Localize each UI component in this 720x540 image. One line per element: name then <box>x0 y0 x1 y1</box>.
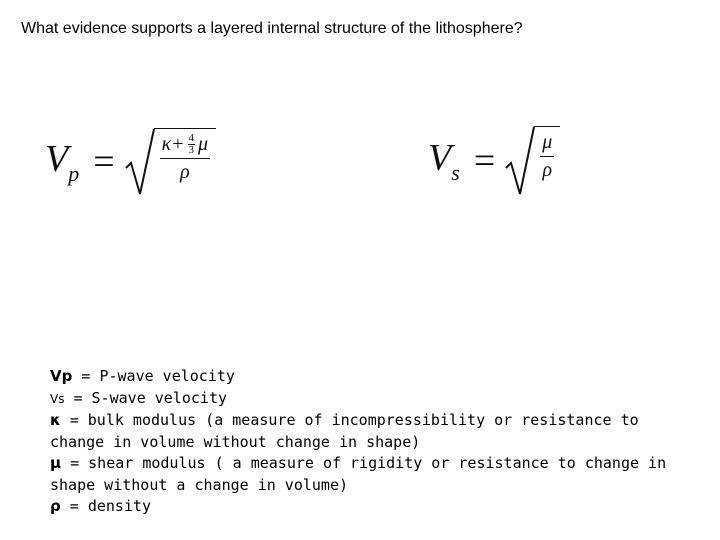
definition-symbol: κ <box>50 411 61 429</box>
vs-numerator: μ <box>540 129 554 157</box>
definitions-list <box>50 366 690 518</box>
vs-denominator: ρ <box>542 159 553 181</box>
fraction-numerator: 4 <box>188 132 195 144</box>
definition-vs <box>50 388 690 411</box>
vp-radicand <box>154 128 216 196</box>
definition-text: = S-wave velocity <box>64 388 228 407</box>
vp-denominator: ρ <box>180 161 190 183</box>
p-wave-velocity-formula <box>45 128 216 196</box>
mu-symbol: μ <box>198 133 209 155</box>
definition-mu <box>50 453 690 496</box>
square-root <box>505 126 560 196</box>
radical-icon <box>505 126 535 196</box>
plus-sign: + <box>172 133 184 155</box>
s-wave-velocity-formula <box>428 126 560 196</box>
radical-icon <box>125 128 155 196</box>
definition-text: = density <box>60 497 152 515</box>
vs-radicand <box>534 126 560 196</box>
definition-kappa <box>50 410 690 453</box>
equals-sign: = <box>473 140 496 182</box>
definition-symbol: ρ <box>50 497 61 515</box>
definition-symbol: Vs <box>50 391 65 406</box>
square-root <box>125 128 216 196</box>
fraction-denominator: 3 <box>188 144 195 156</box>
kappa-symbol: κ <box>161 133 172 155</box>
definition-symbol: μ <box>50 454 62 472</box>
definition-symbol: Vp <box>50 367 73 385</box>
definition-vp <box>50 366 690 388</box>
vp-symbol: $V_p$ <box>45 138 80 186</box>
definition-text: = shear modulus ( a measure of rigidity or resistance to change in shape without a change in volume) <box>50 454 667 494</box>
definition-text: = P-wave velocity <box>72 367 235 385</box>
vp-numerator <box>160 131 210 159</box>
slide-title: What evidence supports a layered internal structure of the lithosphere? <box>21 20 523 37</box>
definition-rho <box>50 496 690 518</box>
vs-symbol: $V_s$ <box>428 137 460 185</box>
equals-sign: = <box>93 141 115 183</box>
definition-text: = bulk modulus (a measure of incompressibility or resistance to change in volume without change in shape) <box>50 411 639 451</box>
four-thirds-fraction <box>188 133 196 156</box>
